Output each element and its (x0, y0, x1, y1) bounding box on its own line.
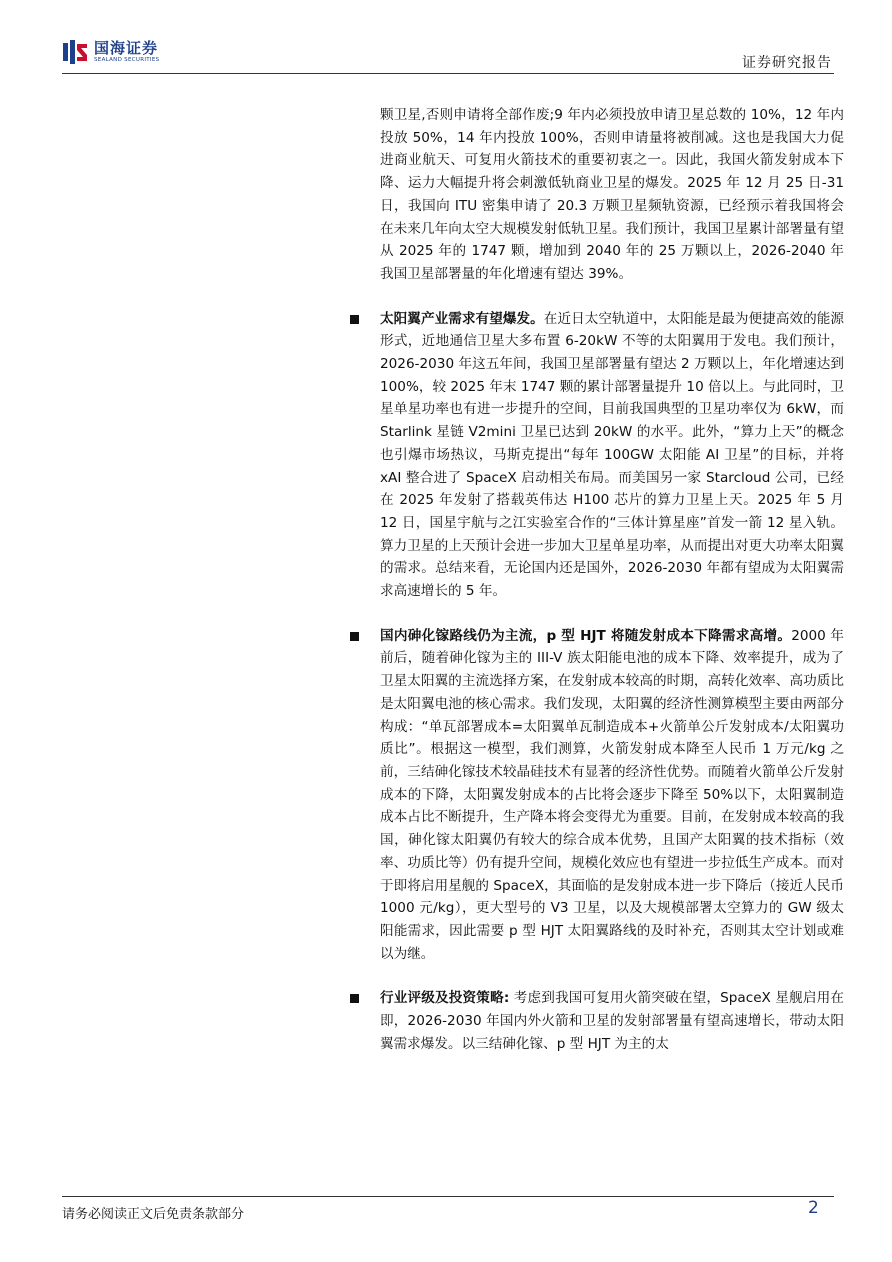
bullet-square-icon (350, 632, 359, 641)
header-divider (62, 73, 834, 74)
sealand-logo-icon (62, 39, 88, 65)
intro-paragraph: 颗卫星,否则申请将全部作废;9 年内必须投放申请卫星总数的 10%，12 年内投放 50%，14 年内投放 100%，否则申请量将被削减。这也是我国大力促进商业航天、可复用火箭技术的重要初衷之一。因此，我国火箭发射成本下降、运力大幅提升将会刺激低轨商业卫星的爆发。2025 年 12 月 25 日-31 日，我国向 ITU 密集申请了 20.3 万颗卫星频轨资源，已经预示着我国将会在未来几年向太空大规模发射低轨卫星。我们预计，我国卫星累计部署量有望从 2025 年的 1747 颗，增加到 2040 年的 25 万颗以上，2026-2040 年我国卫星部署量的年化增速有望达 39%。 (380, 107, 844, 282)
section-text: 在近日太空轨道中，太阳能是最为便捷高效的能源形式，近地通信卫星大多布置 6-20kW 不等的太阳翼用于发电。我们预计，2026-2030 年这五年间，我国卫星部署量有望达 2 万颗以上，年化增速达到 100%，较 2025 年末 1747 颗的累计部署量提升 10 倍以上。与此同时，卫星单星功率也有进一步提升的空间，目前我国典型的卫星功率仅为 6kW，而 Starlink 星链 V2mini 卫星已达到 20kW 的水平。此外，“算力上天”的概念也引爆市场热议，马斯克提出“每年 100GW 太阳能 AI 卫星”的目标，并将 xAI 整合进了 SpaceX 启动相关布局。而美国另一家 Starcloud 公司，已经在 2025 年发射了搭载英伟达 H100 芯片的算力卫星上天。2025 年 5 月 12 日，国星宇航与之江实验室合作的“三体计算星座”首发一箭 12 星入轨。算力卫星的上天预计会进一步加大卫星单星功率，从而提出对更大功率太阳翼的需求。总结来看，无论国内还是国外，2026-2030 年都有望成为太阳翼需求高速增长的 5 年。 (380, 310, 845, 600)
bullet-square-icon (350, 315, 359, 324)
section-text: 2000 年前后，随着砷化镓为主的 III-V 族太阳能电池的成本下降、效率提升，成为了卫星太阳翼的主流选择方案，在发射成本较高的时期，高转化效率、高功质比是太阳翼电池的核心需求。我们发现，太阳翼的经济性测算模型主要由两部分构成：“单瓦部署成本=太阳翼单瓦制造成本+火箭单公斤发射成本/太阳翼功质比”。根据这一模型，我们测算，火箭发射成本降至人民币 1 万元/kg 之前，三结砷化镓技术较晶硅技术有显著的经济性优势。而随着火箭单公斤发射成本的下降，太阳翼发射成本的占比将会逐步下降至 50%以下，太阳翼制造成本占比不断提升，生产降本将会变得尤为重要。目前，在发射成本较高的我国，砷化镓太阳翼仍有较大的综合成本优势，且国产太阳翼的技术指标（效率、功质比等）仍有提升空间，规模化效应也有望进一步拉低生产成本。而对于即将启用星舰的 SpaceX，其面临的是发射成本进一步下降后（接近人民币 1000 元/kg），更大型号的 V3 卫星，以及大规模部署太空算力的 GW 级太阳能需求，因此需要 p 型 HJT 太阳翼路线的及时补充，否则其太空计划或难以为继。 (380, 627, 844, 962)
section-text: 考虑到我国可复用火箭突破在望，SpaceX 星舰启用在即，2026-2030 年国内外火箭和卫星的发射部署量有望高速增长，带动太阳翼需求爆发。以三结砷化镓、p 型 HJT 为主的太 (380, 990, 844, 1052)
page-header (62, 36, 832, 78)
section-paragraph (380, 308, 844, 603)
section-paragraph (380, 625, 844, 966)
section-heading: 行业评级及投资策略: (380, 990, 510, 1007)
section-investment-strategy (380, 987, 844, 1055)
section-paragraph (380, 987, 844, 1055)
report-type-label: 证券研究报告 (742, 55, 832, 71)
main-content (380, 104, 844, 1055)
logo-name-cn: 国海证券 (94, 38, 159, 57)
footer-disclaimer: 请务必阅读正文后免责条款部分 (62, 1207, 245, 1222)
page-number: 2 (808, 1198, 819, 1218)
section-heading: 国内砷化镓路线仍为主流，p 型 HJT 将随发射成本下降需求高增。 (380, 627, 792, 644)
section-gaas-route (380, 625, 844, 966)
bullet-square-icon (350, 994, 359, 1003)
section-heading: 太阳翼产业需求有望爆发。 (380, 310, 544, 327)
footer-divider (62, 1196, 834, 1197)
logo-name-en: SEALAND SECURITIES (94, 56, 160, 63)
company-logo (62, 36, 159, 68)
section-solar-wing-demand (380, 308, 844, 603)
